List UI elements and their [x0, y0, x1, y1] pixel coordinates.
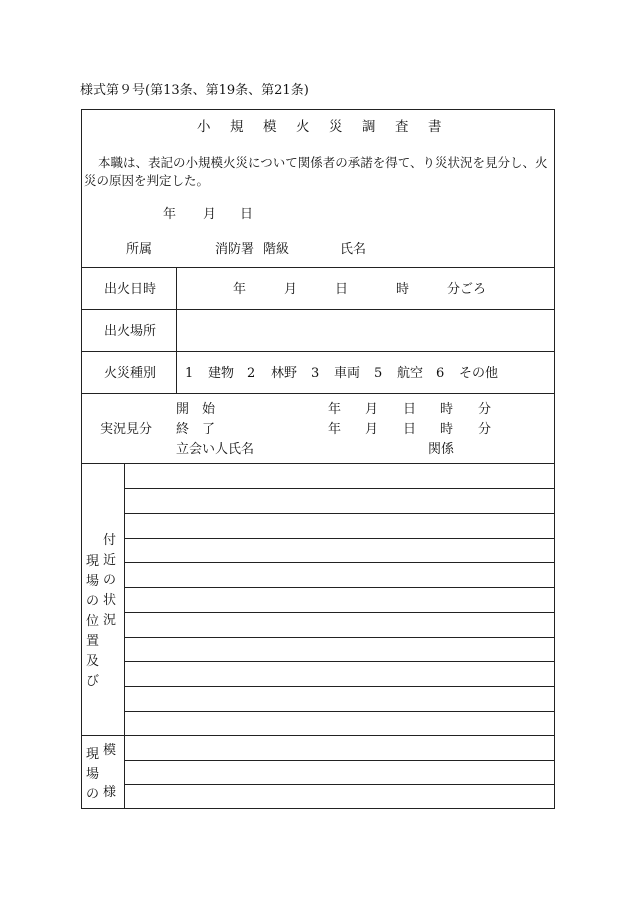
row-divider [81, 351, 555, 352]
fire-datetime-label: 出火日時 [104, 282, 157, 297]
fire-location-label: 出火場所 [104, 324, 157, 339]
scene-position-writing-area[interactable] [125, 464, 554, 735]
scene-state-writing-area[interactable] [125, 736, 554, 808]
inspection-label: 実況見分 [100, 422, 153, 437]
fire-type-label: 火災種別 [104, 366, 157, 381]
statement-line-1: 本職は、表記の小規模火災について関係者の承諾を得て、り災状況を見分し、火 [98, 155, 548, 170]
row-divider [81, 393, 555, 394]
form-reference: 様式第９号(第13条、第19条、第21条) [80, 83, 309, 98]
row-divider [81, 267, 555, 268]
statement-line-2: 災の原因を判定した。 [84, 173, 210, 188]
fire-location-field[interactable] [177, 310, 554, 351]
